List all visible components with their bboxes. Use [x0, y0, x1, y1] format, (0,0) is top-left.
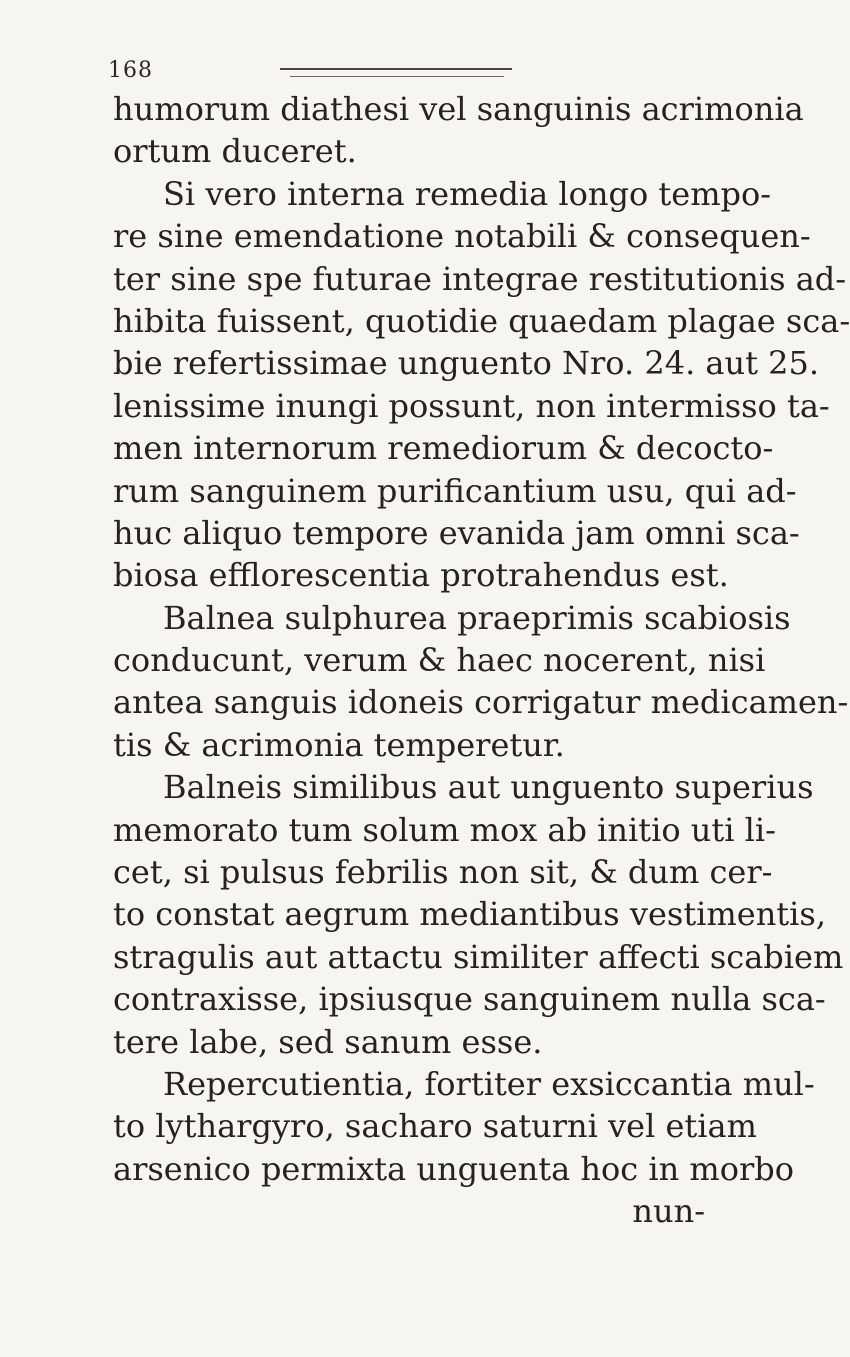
- paragraph-start-line: Balnea sulphurea praeprimis scabiosis: [163, 598, 791, 637]
- text-line: memorato tum solum mox ab initio uti li-: [113, 810, 776, 849]
- text-line: re sine emendatione notabili & consequen-: [113, 217, 811, 256]
- text-line: conducunt, verum & haec nocerent, nisi: [113, 641, 766, 680]
- header-rule-lower: [290, 76, 504, 77]
- text-line: cet, si pulsus febrilis non sit, & dum cer-: [113, 853, 773, 892]
- paragraph-start-line: Balneis similibus aut unguento superius: [163, 768, 814, 807]
- text-line: rum sanguinem purificantium usu, qui ad-: [113, 471, 797, 510]
- text-line: antea sanguis idoneis corrigatur medicamen-: [113, 683, 849, 722]
- text-line: tis & acrimonia temperetur.: [113, 725, 565, 764]
- text-line: bie refertissimae unguento Nro. 24. aut 25.: [113, 344, 820, 383]
- text-line: tere labe, sed sanum esse.: [113, 1022, 543, 1061]
- text-line: humorum diathesi vel sanguinis acrimonia: [113, 90, 804, 128]
- paragraph-start-line: Si vero interna remedia longo tempo-: [163, 174, 772, 213]
- text-line: arsenico permixta unguenta hoc in morbo: [113, 1149, 794, 1188]
- text-line: ortum duceret.: [113, 132, 357, 171]
- text-line: to constat aegrum mediantibus vestimentis,: [113, 895, 826, 934]
- text-line: stragulis aut attactu similiter affecti scabiem: [113, 937, 844, 976]
- text-line: biosa efflorescentia protrahendus est.: [113, 556, 729, 595]
- header-rule: [280, 68, 512, 70]
- page-body: [113, 88, 850, 1233]
- page-number: 168: [108, 58, 153, 83]
- text-line: to lythargyro, sacharo saturni vel etiam: [113, 1107, 757, 1146]
- text-line: ter sine spe futurae integrae restitutionis ad-: [113, 259, 847, 298]
- text-line: men internorum remediorum & decocto-: [113, 429, 774, 468]
- text-line: hibita fuissent, quotidie quaedam plagae sca-: [113, 301, 850, 340]
- text-line: huc aliquo tempore evanida jam omni sca-: [113, 513, 800, 552]
- text-line: contraxisse, ipsiusque sanguinem nulla sca-: [113, 980, 826, 1019]
- catchword: nun-: [632, 1192, 705, 1231]
- paragraph-start-line: Repercutientia, fortiter exsiccantia mul-: [163, 1064, 815, 1103]
- text-line: lenissime inungi possunt, non intermisso ta-: [113, 386, 830, 425]
